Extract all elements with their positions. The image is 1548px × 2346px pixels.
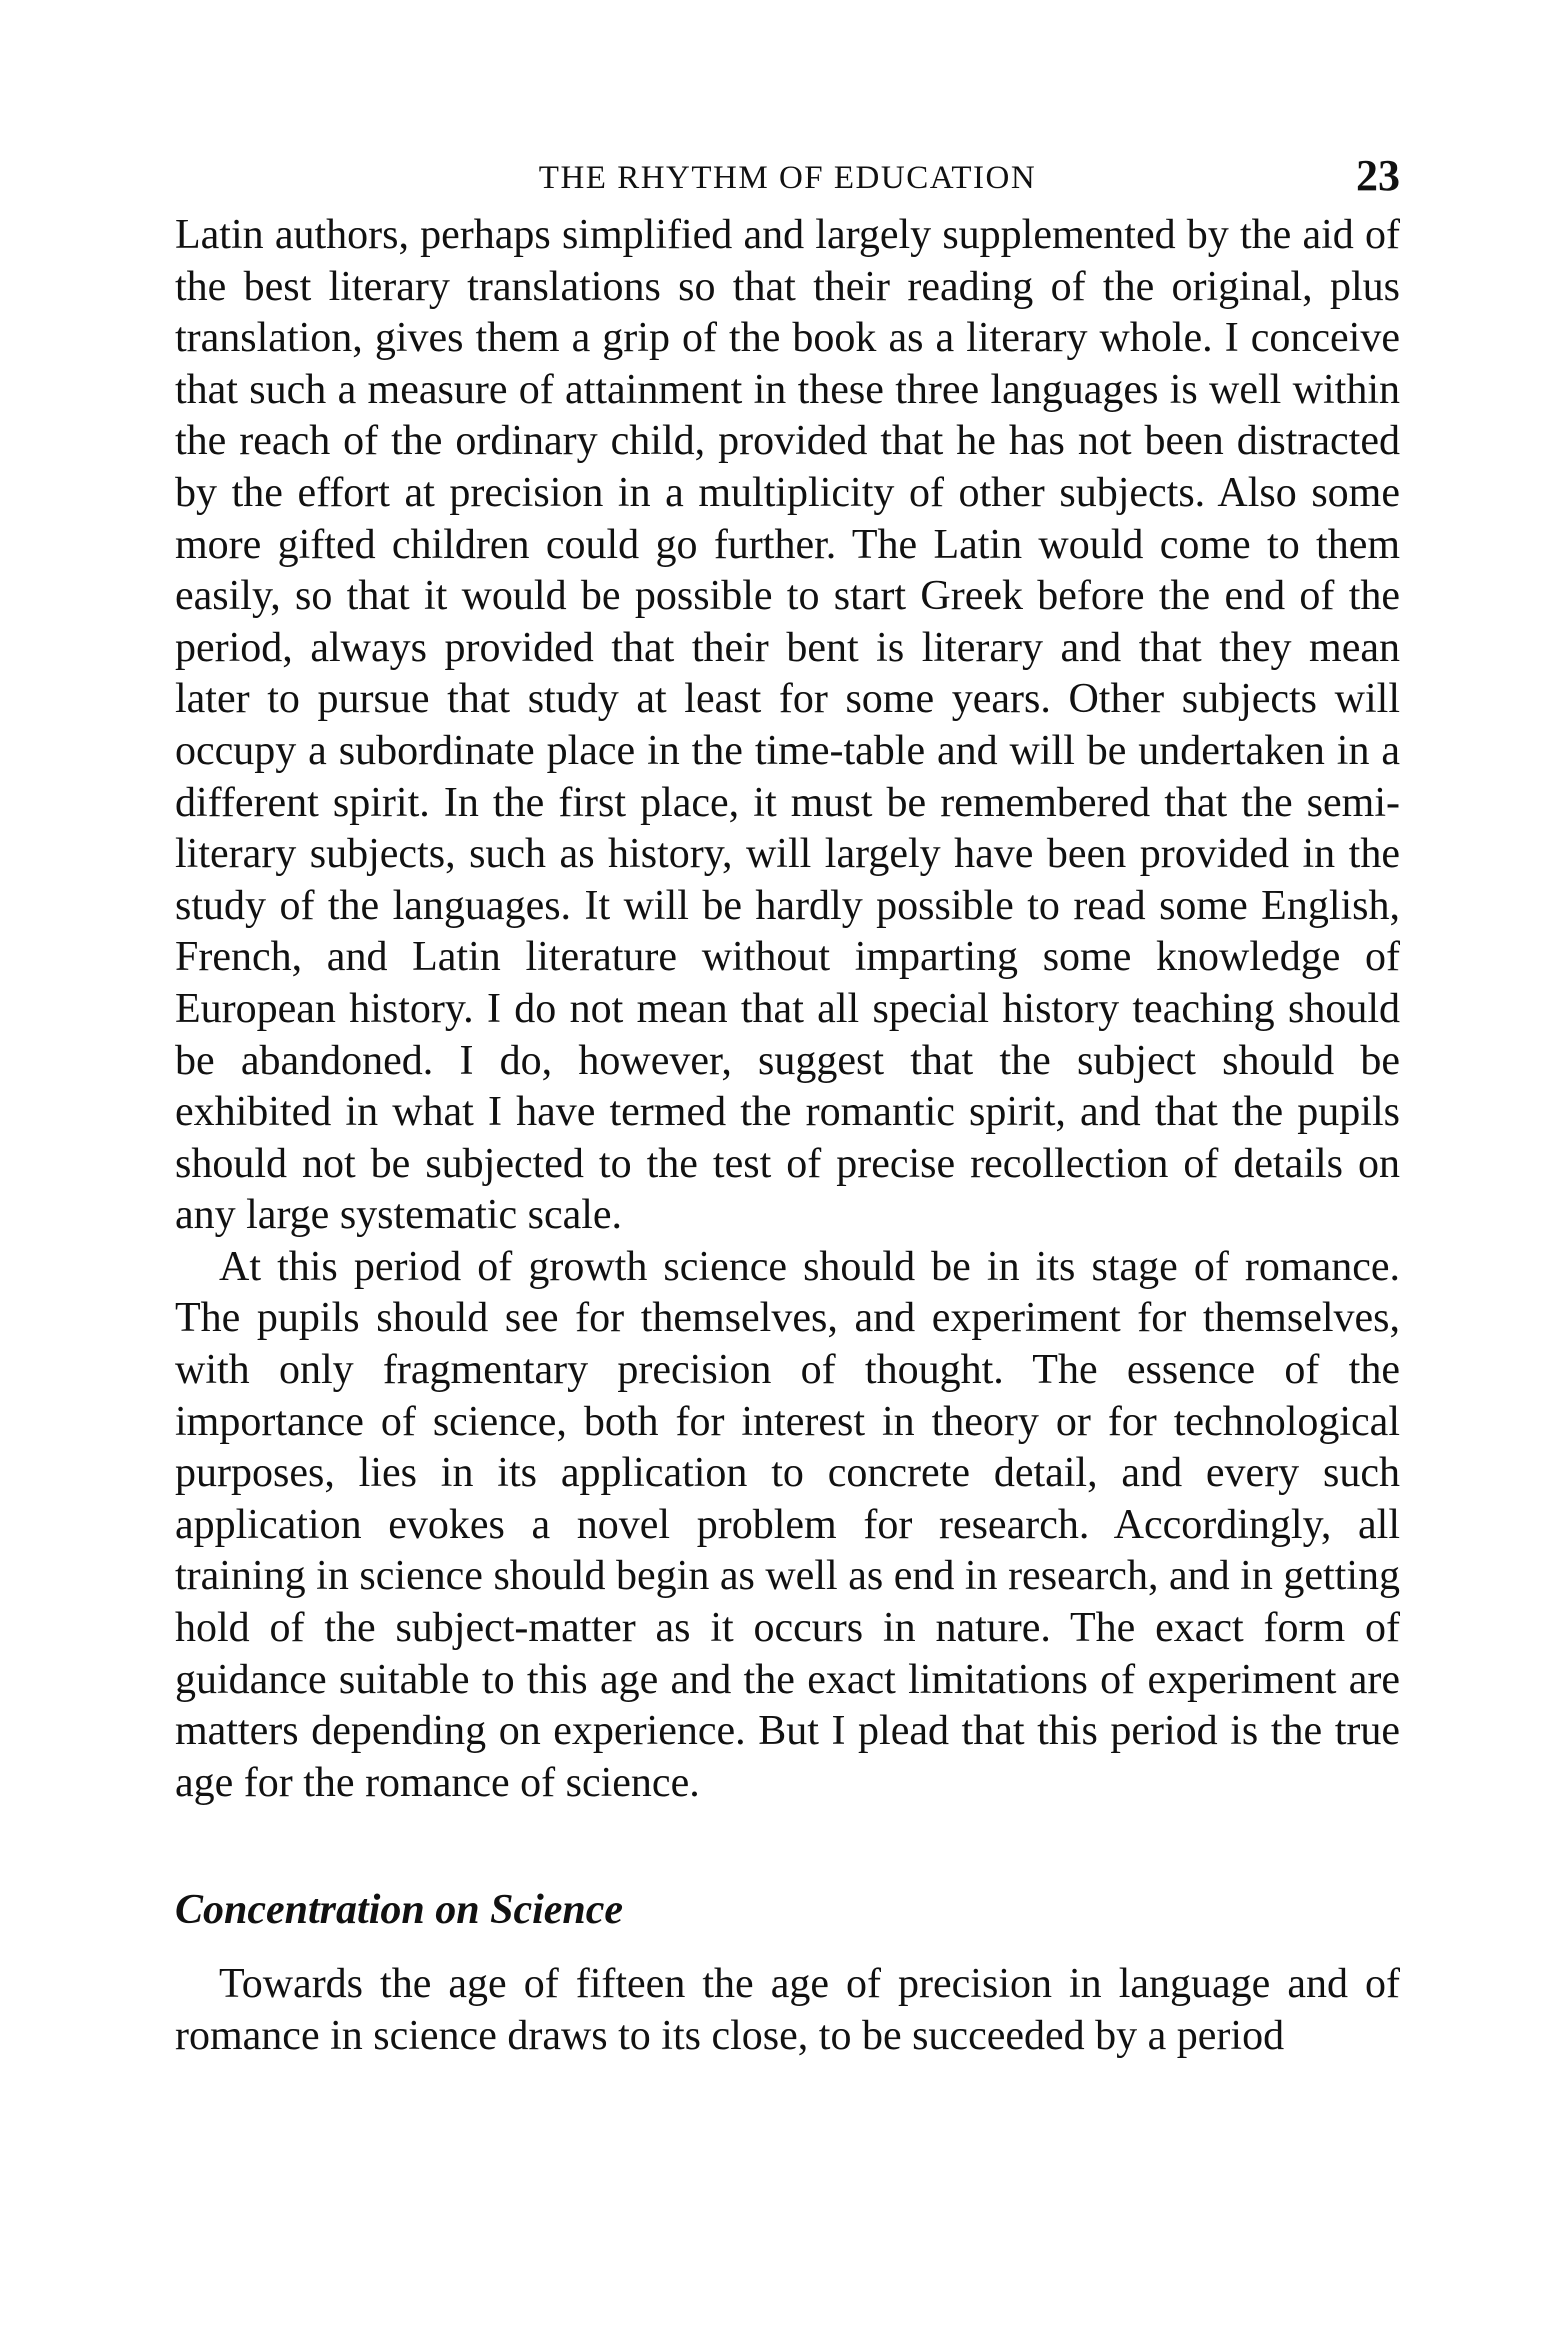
body-paragraph-concentration: Towards the age of fifteen the age of precision in language and of romance in science draws to its close, to be succeeded by a period [175, 1961, 1400, 2059]
page-number: 23 [1356, 151, 1400, 200]
running-head [175, 150, 1400, 210]
section-heading: Concentration on Science [175, 1887, 624, 1934]
running-title: THE RHYTHM OF EDUCATION [538, 160, 1037, 196]
body-paragraph-science-romance: At this period of growth science should be in its stage of romance. The pupils should see for themselves, and experiment for themselves, with only fragmentary precision of thought. The essence of the importance of science, both for interest in theory or for technological purposes, lies in its application to concrete detail, and every such application evokes a novel problem for research. Accordingly, all training in science should begin as well as end in research, and in getting hold of the subject-matter as it occurs in nature. The exact form of guidance suitable to this age and the exact limitations of experiment are matters depending on experience. But I plead that this period is the true age for the romance of science. [175, 1243, 1400, 1806]
book-page [175, 150, 1400, 2062]
body-paragraph-continued: Latin authors, perhaps simplified and largely supplemented by the aid of the best literary translations so that their reading of the original, plus translation, gives them a grip of the book as a literary whole. I conceive that such a measure of attainment in these three languages is well within the reach of the ordinary child, provided that he has not been distracted by the effort at precision in a multiplicity of other subjects. Also some more gifted children could go further. The Latin would come to them easily, so that it would be possible to start Greek before the end of the period, always provided that their bent is literary and that they mean later to pursue that study at least for some years. Other subjects will occupy a subordinate place in the time-table and will be undertaken in a different spirit. In the first place, it must be remembered that the semi-literary subjects, such as history, will largely have been provided in the study of the languages. It will be hardly possible to read some English, French, and Latin literature without imparting some knowledge of European history. I do not mean that all special history teaching should be abandoned. I do, however, suggest that the subject should be exhibited in what I have termed the romantic spirit, and that the pupils should not be subjected to the test of precise recollection of details on any large systematic scale. [175, 212, 1400, 1239]
